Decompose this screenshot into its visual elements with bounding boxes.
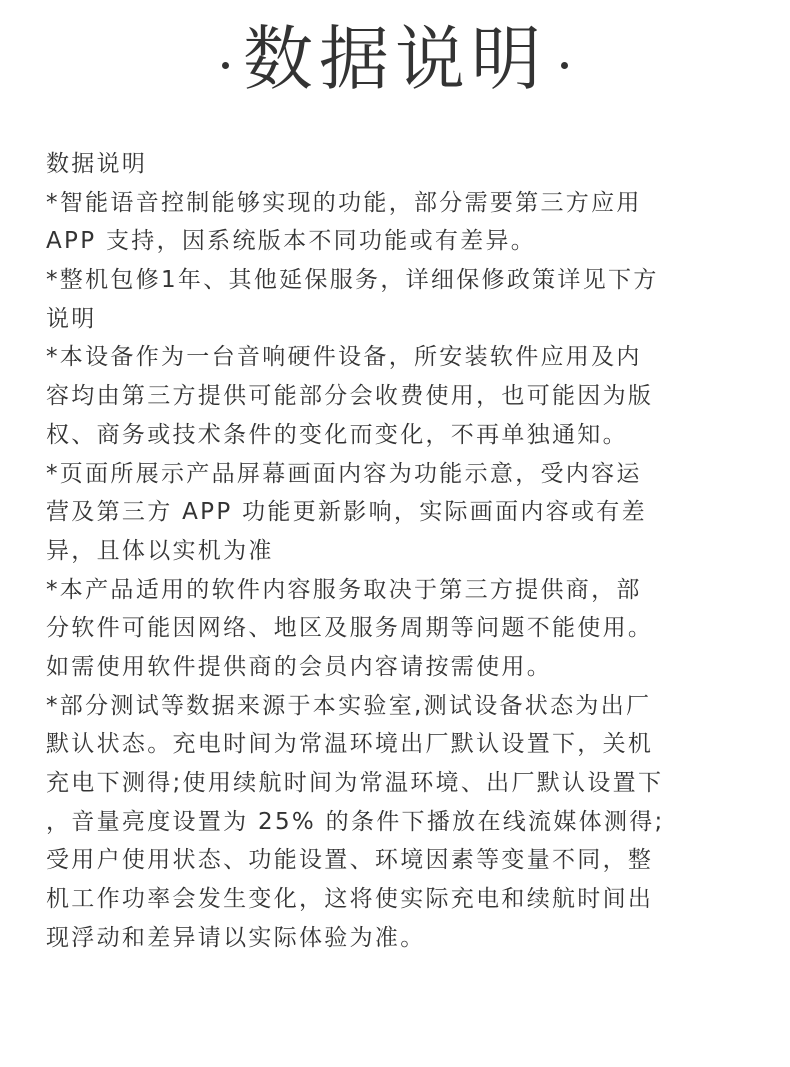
text-line: 权、商务或技术条件的变化而变化，不再单独通知。 (46, 421, 628, 448)
text-line: 机工作功率会发生变化，这将使实际充电和续航时间出 (46, 886, 654, 913)
page-header (0, 14, 790, 104)
text-line: 说明 (46, 305, 97, 332)
right-dot-decoration (561, 62, 568, 69)
text-line: 分软件可能因网络、地区及服务周期等问题不能使用。 (46, 615, 654, 642)
text-line: *部分测试等数据来源于本实验室,测试设备状态为出厂 (46, 692, 652, 719)
text-line: 营及第三方 APP 功能更新影响，实际画面内容或有差 (46, 499, 647, 526)
text-line: 异，且体以实机为准 (46, 537, 274, 564)
section-heading: 数据说明 (46, 151, 148, 177)
text-line: 默认状态。充电时间为常温环境出厂默认设置下，关机 (46, 731, 654, 758)
text-line: ，音量亮度设置为 25% 的条件下播放在线流媒体测得; (46, 808, 665, 835)
text-line: *页面所展示产品屏幕画面内容为功能示意，受内容运 (46, 460, 642, 487)
text-line: *整机包修1年、其他延保服务，详细保修政策详见下方 (46, 267, 659, 294)
description-body (46, 145, 766, 957)
text-line: 如需使用软件提供商的会员内容请按需使用。 (46, 653, 552, 680)
left-dot-decoration (222, 62, 229, 69)
text-line: APP 支持，因系统版本不同功能或有差异。 (46, 228, 537, 255)
text-line: 容均由第三方提供可能部分会收费使用，也可能因为版 (46, 383, 654, 410)
text-line: *本产品适用的软件内容服务取决于第三方提供商，部 (46, 576, 642, 603)
page-title: 数据说明 (243, 18, 547, 100)
text-line: *智能语音控制能够实现的功能，部分需要第三方应用 (46, 189, 642, 216)
text-line: *本设备作为一台音响硬件设备，所安装软件应用及内 (46, 344, 642, 371)
text-line: 现浮动和差异请以实际体验为准。 (46, 924, 426, 951)
text-line: 充电下测得;使用续航时间为常温环境、出厂默认设置下 (46, 770, 664, 796)
text-line: 受用户使用状态、功能设置、环境因素等变量不同，整 (46, 847, 654, 874)
